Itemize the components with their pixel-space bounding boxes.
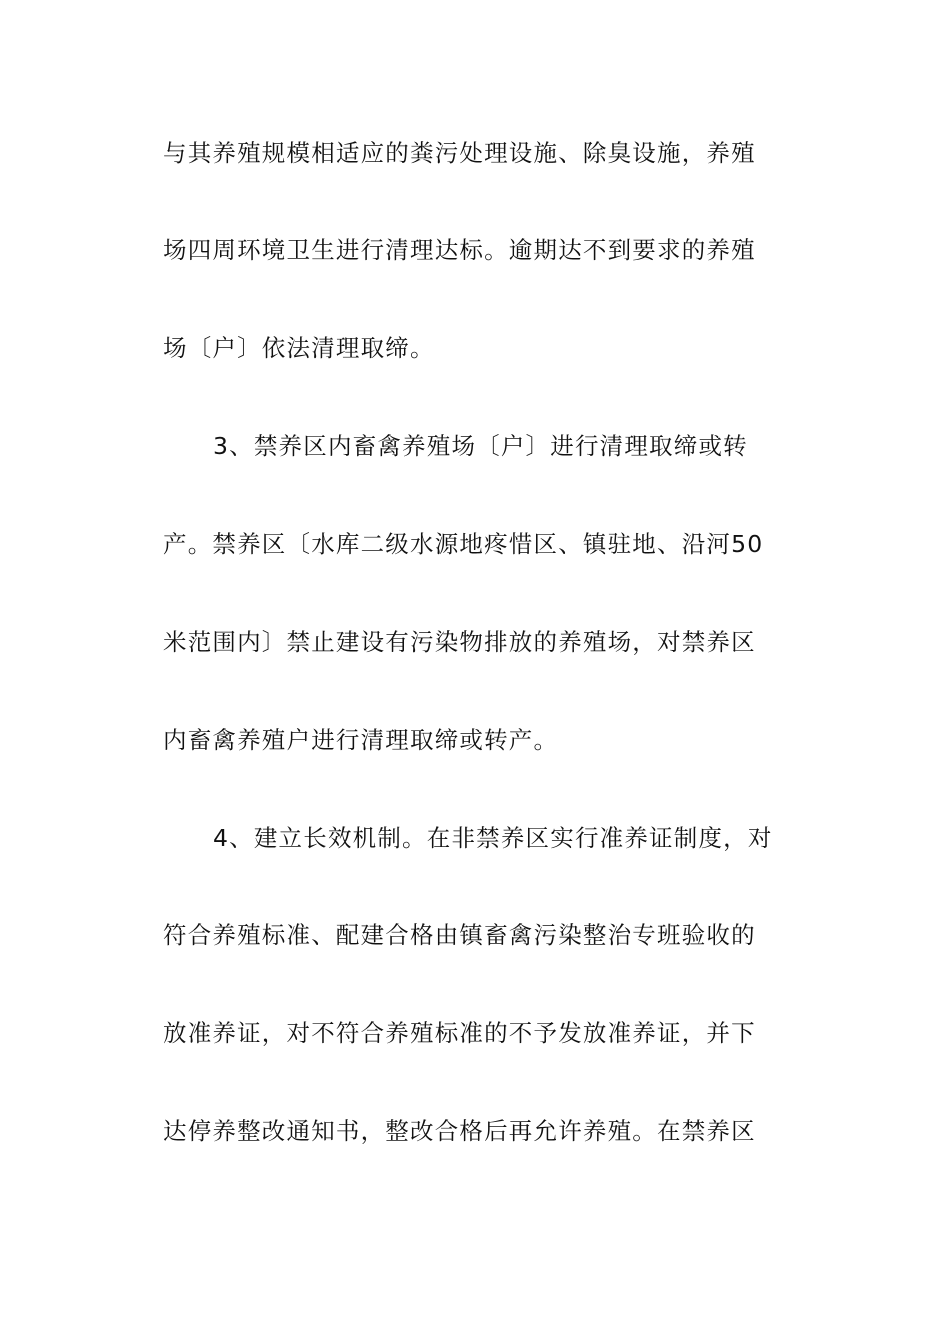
paragraph-3-first-line: 3、禁养区内畜禽养殖场〔户〕进行清理取缔或转 xyxy=(213,432,748,460)
text-line: 与其养殖规模相适应的粪污处理设施、除臭设施，养殖 xyxy=(163,139,756,167)
text-line: 放准养证，对不符合养殖标准的不予发放准养证，并下 xyxy=(163,1019,756,1047)
text-line: 内畜禽养殖户进行清理取缔或转产。 xyxy=(163,726,559,754)
text-line: 米范围内〕禁止建设有污染物排放的养殖场，对禁养区 xyxy=(163,628,756,656)
text-line: 符合养殖标准、配建合格由镇畜禽污染整治专班验收的 xyxy=(163,921,756,949)
paragraph-4-first-line: 4、建立长效机制。在非禁养区实行准养证制度，对 xyxy=(213,824,773,852)
text-line: 场〔户〕依法清理取缔。 xyxy=(163,334,435,362)
text-line: 达停养整改通知书，整改合格后再允许养殖。在禁养区 xyxy=(163,1117,756,1145)
text-line: 产。禁养区〔水库二级水源地疼惜区、镇驻地、沿河50 xyxy=(163,530,764,558)
text-line: 场四周环境卫生进行清理达标。逾期达不到要求的养殖 xyxy=(163,236,756,264)
